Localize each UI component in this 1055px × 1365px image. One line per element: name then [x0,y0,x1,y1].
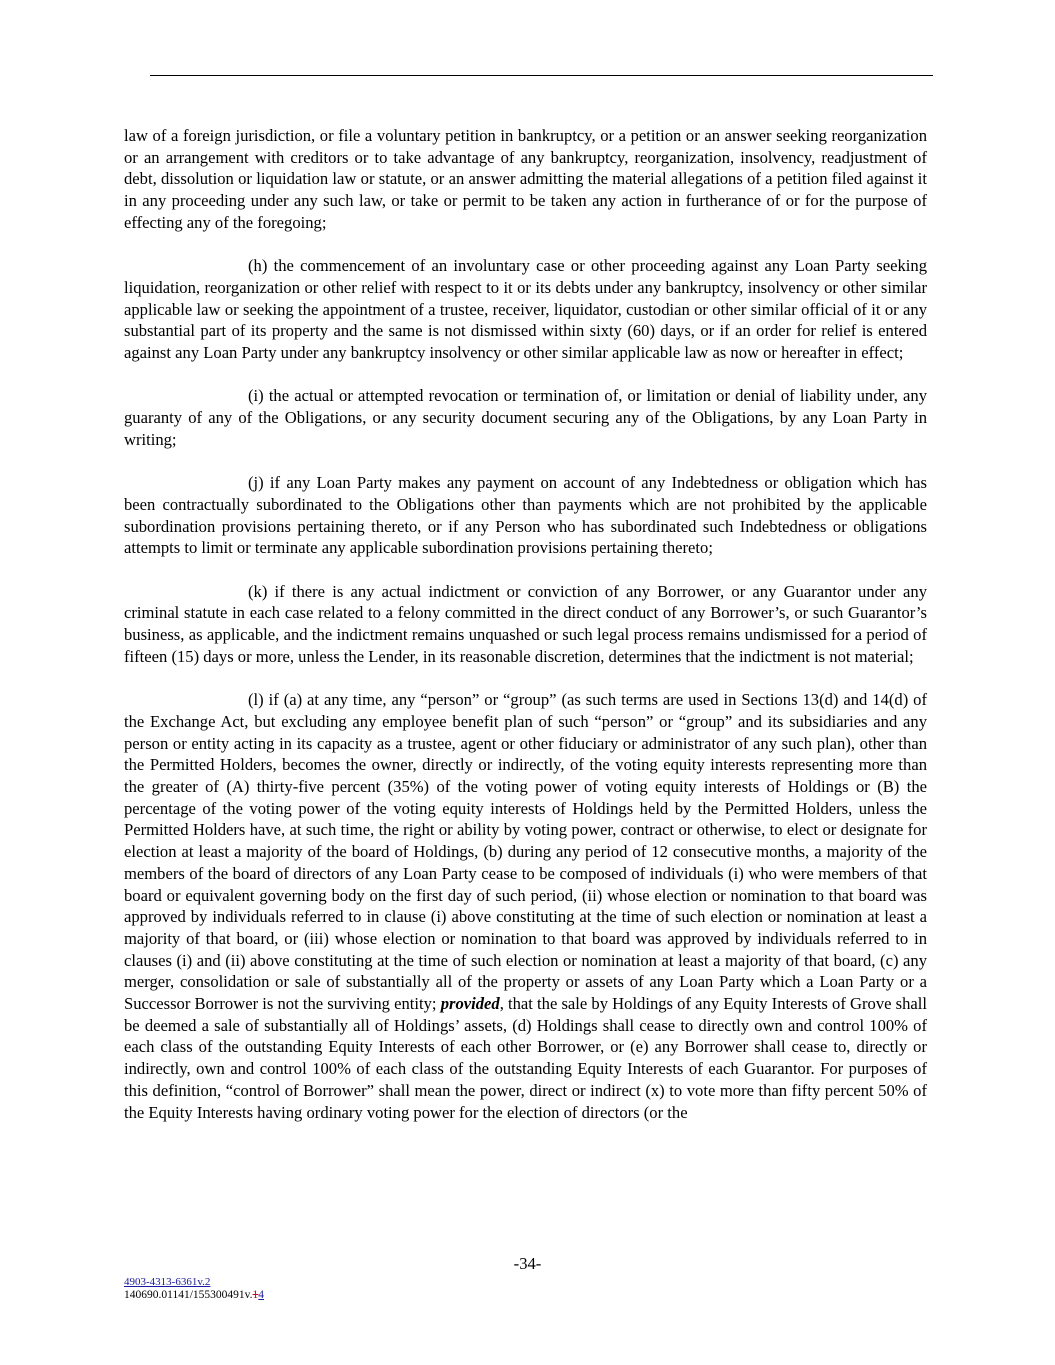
paragraph-l [124,689,927,1123]
header-rule [150,75,933,76]
paragraph-k: (k) if there is any actual indictment or conviction of any Borrower, or any Guarantor under any criminal statute in each case related to a felony committed in the direct conduct of any Borrower’s, or such Guarantor’s business, as applicable, and the indictment remains unquashed or such legal process remains undismissed for a period of fifteen (15) days or more, unless the Lender, in its reasonable discretion, determines that the indictment is not material; [124,581,927,666]
page-number: -34- [513,1254,542,1273]
footer-doc-ref-inserted: 4 [258,1289,265,1301]
paragraph-l-before: (l) if (a) at any time, any “person” or “group” (as such terms are used in Sections 13(d) and 14(d) of the Exchange Act, but excluding any employee benefit plan of such “person” or “group” and its subsidiaries and any person or entity acting in its capacity as a trustee, agent or other fiduciary or administrator of any such plan), other than the Permitted Holders, becomes the owner, directly or indirectly, of the voting equity interests representing more than the greater of (A) thirty-five percent (35%) of the voting power of voting equity interests of Holdings or (B) the percentage of the voting power of the voting equity interests of Holdings held by the Permitted Holders, unless the Permitted Holders have, at such time, the right or ability by voting power, contract or otherwise, to elect or designate for election at least a majority of the board of Holdings, (b) during any period of 12 consecutive months, a majority of the members of the board of directors of any Loan Party cease to be composed of individuals (i) who were members of that board or equivalent governing body on the first day of such period, (ii) whose election or nomination to that board was approved by individuals referred to in clause (i) above constituting at the time of such election or nomination at least a majority of that board, or (iii) whose election or nomination to that board was approved by individuals referred to in clauses (i) and (ii) above constituting at the time of such election or nomination at least a majority of that board, (c) any merger, consolidation or sale of substantially all of the property or assets of any Loan Party which a Loan Party or a Successor Borrower is not the surviving entity; [124,690,927,1014]
paragraph-j: (j) if any Loan Party makes any payment on account of any Indebtedness or obligation which has been contractually subordinated to the Obligations other than payments which are not prohibited by the applicable subordination provisions pertaining thereto, or if any Person who has subordinated such Indebtedness or obligations attempts to limit or terminate any applicable subordination provisions pertaining thereto; [124,473,927,558]
paragraph-g-continued: law of a foreign jurisdiction, or file a voluntary petition in bankruptcy, or a petition or an answer seeking reorganization or an arrangement with creditors or to take advantage of any bankruptcy, reorganization, insolvency, readjustment of debt, dissolution or liquidation law or statute, or an answer admitting the material allegations of a petition filed against it in any proceeding under any such law, or take or permit to be taken any action in furtherance of or for the purpose of effecting any of the foregoing; [124,126,927,232]
paragraph-h: (h) the commencement of an involuntary case or other proceeding against any Loan Party seeking liquidation, reorganization or other relief with respect to it or its debts under any bankruptcy, insolvency or other similar applicable law or seeking the appointment of a trustee, receiver, liquidator, custodian or other similar official of it or any substantial part of its property and the same is not dismissed within sixty (60) days, or if an order for relief is entered against any Loan Party under any bankruptcy insolvency or other similar applicable law as now or hereafter in effect; [124,256,927,363]
footer-doc-ref-deleted: 1 [252,1289,259,1301]
footer-doc-id[interactable]: 4903-4313-6361v.2 [124,1276,211,1288]
body-text [124,125,927,1145]
footer-doc-ref-prefix: 140690.01141/155300491v. [124,1289,253,1301]
footer-doc-ref [124,1289,264,1301]
paragraph-i: (i) the actual or attempted revocation or termination of, or limitation or denial of liability under, any guaranty of any of the Obligations, or any security document securing any of the Obligations, by any Loan Party in writing; [124,386,927,449]
paragraph-l-after: , that the sale by Holdings of any Equity Interests of Grove shall be deemed a sale of substantially all of Holdings’ assets, (d) Holdings shall cease to directly own and control 100% of each class of the outstanding Equity Interests of each other Borrower, or (e) any Borrower shall cease to, directly or indirectly, own and control 100% of each class of the outstanding Equity Interests of each Guarantor. For purposes of this definition, “control of Borrower” shall mean the power, direct or indirect (x) to vote more than fifty percent 50% of the Equity Interests having ordinary voting power for the election of directors (or the [124,994,927,1122]
paragraph-l-provided: provided [440,994,500,1014]
